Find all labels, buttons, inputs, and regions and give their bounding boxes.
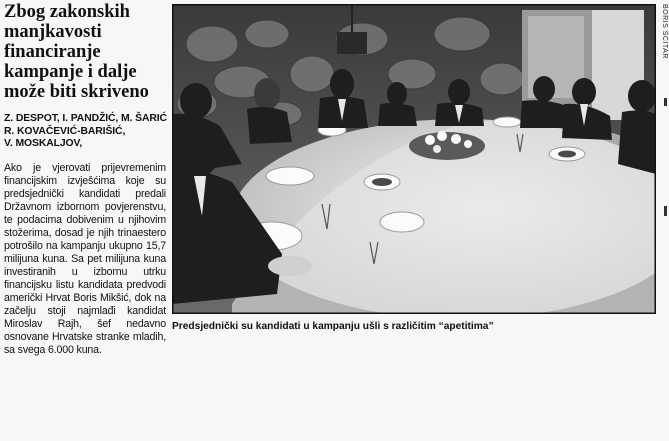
- article-body: Ako je vjerovati prijevremenim financijskim izvješćima koje su predsjednički kandidati predali Državnom izbornom povjerenstvu, te podacima dobivenim u njihovim stožerima, dosad je njih trinaestero potrošilo na kampanju ukupno 15,7 milijuna kuna. Sa pet milijuna kuna investiranih u izbornu utrku financijsku listu kandidata predvodi američki Hrvat Boris Mikšić, dok na začelju stoji najmlađi kandidat Miroslav Rajh, šef nedavno osnovane Hrvatske stranke mladih, sa svega 6.000 kuna.: [4, 162, 166, 356]
- edge-mark: [664, 98, 667, 106]
- article-photo: [172, 4, 656, 314]
- article-headline: Zbog zakonskih manjkavosti financiranje kampanje i dalje može biti skriveno: [4, 2, 149, 102]
- photo-caption: Predsjednički su kandidati u kampanju ušli s različitim “apetitima”: [172, 321, 494, 332]
- article-authors: [4, 113, 170, 151]
- authors-line: V. MOSKALJOV,: [4, 138, 83, 150]
- photo-credit: BORIS ŠĆITAR: [661, 4, 668, 59]
- authors-line: R. KOVAČEVIĆ-BARIŠIĆ,: [4, 125, 126, 137]
- authors-line: Z. DESPOT, I. PANDŽIĆ, M. ŠARIĆ: [4, 113, 167, 124]
- edge-mark: [664, 206, 667, 216]
